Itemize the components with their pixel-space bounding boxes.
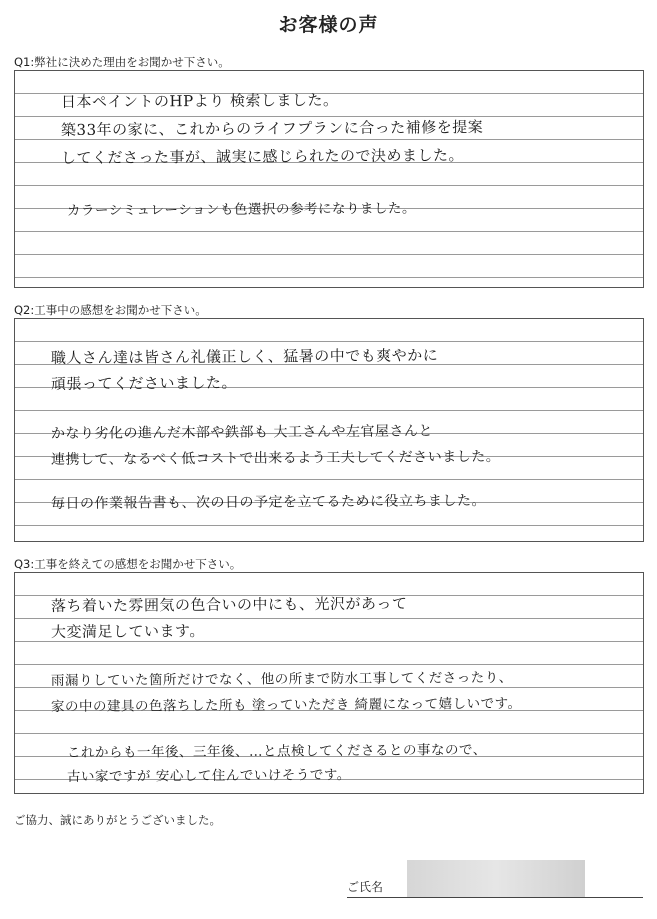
q2-line-2: 頑張ってくださいました。 (50, 373, 238, 393)
q3-line-1: 落ち着いた雰囲気の色合いの中にも、光沢があって (50, 594, 408, 615)
q2-line-3: かなり劣化の進んだ木部や鉄部も 大工さんや左官屋さんと (50, 423, 434, 442)
q3-line-5: これからも一年後、三年後、…と点検してくださるとの事なので、 (66, 742, 487, 761)
q3-answer-box (14, 572, 644, 794)
q3-label: Q3:工事を終えての感想をお聞かせ下さい。 (14, 557, 242, 571)
q1-label: Q1:弊社に決めた理由をお聞かせ下さい。 (14, 55, 230, 69)
q3-line-4: 家の中の建具の色落ちした所も 塗っていただき 綺麗になって嬉しいです。 (50, 695, 522, 715)
thanks-message: ご協力、誠にありがとうございました。 (14, 813, 221, 827)
q3-line-6: 古い家ですが 安心して住んでいけそうです。 (66, 767, 351, 785)
q2-line-5: 毎日の作業報告書も、次の日の予定を立てるために役立ちました。 (50, 492, 487, 512)
q1-line-2: 築33年の家に、これからのライフプランに合った補修を提案 (60, 118, 484, 139)
q3-line-2: 大変満足しています。 (50, 621, 205, 641)
name-field (347, 860, 643, 898)
q1-line-1: 日本ペイントのHPより 検索しました。 (60, 91, 339, 111)
name-label: ご氏名 (347, 880, 384, 894)
q2-label: Q2:工事中の感想をお聞かせ下さい。 (14, 303, 207, 317)
name-underline (347, 897, 643, 898)
redacted-name (407, 860, 585, 898)
q3-line-3: 雨漏りしていた箇所だけでなく、他の所まで防水工事してくださったり、 (50, 669, 513, 689)
q1-line-4: カラーシミュレーションも色選択の参考になりました。 (66, 200, 416, 219)
q2-line-4: 連携して、なるべく低コストで出来るよう工夫してくださいました。 (50, 448, 501, 468)
q1-answer-box (14, 70, 644, 288)
q1-line-3: してくださった事が、誠実に感じられたので決めました。 (60, 146, 465, 167)
page-title: お客様の声 (278, 14, 379, 36)
q2-answer-box (14, 318, 644, 542)
q2-line-1: 職人さん達は皆さん礼儀正しく、猛暑の中でも爽やかに (50, 346, 439, 367)
